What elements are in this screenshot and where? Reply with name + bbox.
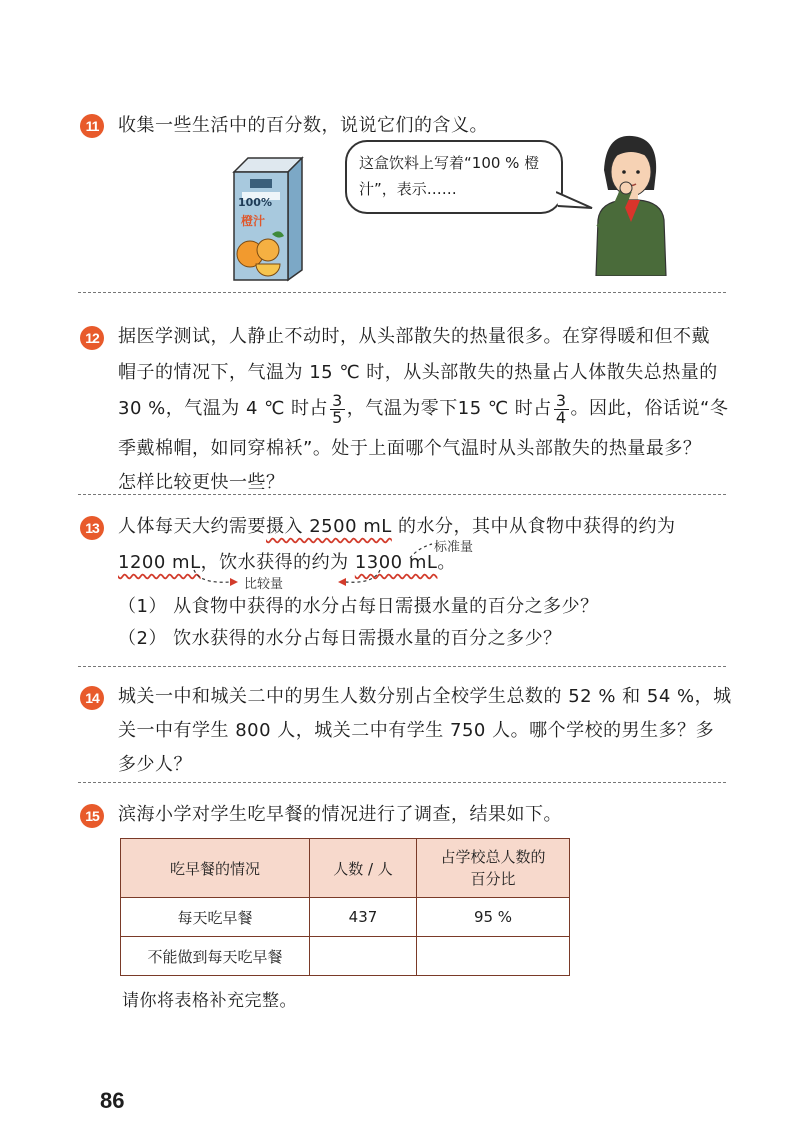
annotation-compare: 比较量 (244, 577, 284, 592)
q12-line-2: 帽子的情况下，气温为 15 ℃ 时，从头部散失的热量占人体散失总热量的 (118, 362, 718, 383)
divider-4 (78, 782, 726, 783)
annotation-arrows (180, 534, 440, 590)
q13-line-2-b: ，饮水获得的约为 (200, 552, 355, 573)
q11-text: 收集一些生活中的百分数，说说它们的含义。 (118, 115, 488, 136)
box-label-top: 100% (238, 196, 272, 209)
q13-line-1-a: 人体每天大约需要 (118, 516, 266, 537)
table-header-line-1: 占学校总人数的 (440, 848, 546, 866)
q13-sub-1: （1） 从食物中获得的水分占每日需摄水量的百分之多少？ (118, 596, 599, 617)
annotation-standard: 标准量 (434, 540, 474, 555)
breakfast-table (120, 838, 570, 976)
table-cell-blank[interactable] (417, 937, 570, 976)
q14-line-3: 多少人？ (118, 754, 192, 775)
speech-bubble: 这盒饮料上写着“100 % 橙汁”，表示…… (345, 140, 563, 214)
q12-line-4: 季戴棉帽，如同穿棉袄”。处于上面哪个气温时从头部散失的热量最多？ (118, 438, 702, 459)
box-label-bottom: 橙汁 (241, 214, 266, 228)
q15-text: 滨海小学对学生吃早餐的情况进行了调查，结果如下。 (118, 804, 562, 825)
fraction-2-denominator: 4 (555, 407, 567, 427)
q12-line-1: 据医学测试，人静止不动时，从头部散失的热量很多。在穿得暖和但不戴 (118, 326, 710, 347)
fraction-1-denominator: 5 (332, 407, 343, 427)
q12-line-3 (118, 392, 728, 426)
table-header-row (121, 839, 570, 898)
fraction-three-quarters (554, 390, 569, 427)
q13-food-amount: 1200 mL (118, 552, 201, 573)
q13-line-2-d: 。 (437, 552, 456, 573)
table-cell: 95 % (417, 898, 570, 937)
table-row (121, 937, 570, 976)
divider-1 (78, 292, 726, 293)
question-number-11: 11 (80, 114, 104, 138)
q13-sub-2: （2） 饮水获得的水分占每日需摄水量的百分之多少？ (118, 628, 562, 649)
table-header (417, 839, 570, 898)
page-number: 86 (100, 1088, 125, 1113)
girl-illustration (586, 130, 676, 276)
question-number-13: 13 (80, 516, 104, 540)
table-cell-blank[interactable] (310, 937, 417, 976)
table-cell: 每天吃早餐 (121, 898, 310, 937)
q13-standard-amount: 摄入 2500 mL (266, 516, 392, 537)
fraction-2-numerator: 3 (555, 390, 567, 410)
table-row (121, 898, 570, 937)
fraction-1-numerator: 3 (332, 390, 343, 410)
table-cell: 437 (310, 898, 417, 937)
q12-line-3-b: ，气温为零下15 ℃ 时占 (346, 398, 552, 419)
divider-2 (78, 494, 726, 495)
table-cell: 不能做到每天吃早餐 (121, 937, 310, 976)
q13-drink-amount: 1300 mL (354, 552, 438, 573)
table-header-line-2: 百分比 (470, 870, 516, 888)
divider-3 (78, 666, 726, 667)
question-number-12: 12 (80, 326, 104, 350)
q15-footer: 请你将表格补充完整。 (122, 991, 297, 1011)
question-number-15: 15 (80, 804, 104, 828)
question-number-14: 14 (80, 686, 104, 710)
q14-line-2: 关一中有学生 800 人，城关二中有学生 750 人。哪个学校的男生多？多 (118, 720, 715, 741)
table-header: 吃早餐的情况 (121, 839, 310, 898)
q13-line-1-c: 的水分，其中从食物中获得的约为 (391, 516, 676, 537)
q14-line-1: 城关一中和城关二中的男生人数分别占全校学生总数的 52 % 和 54 %，城 (118, 686, 732, 707)
q12-line-3-c: 。因此，俗话说“冬 (570, 398, 729, 419)
q12-line-3-a: 30 %，气温为 4 ℃ 时占 (118, 398, 329, 419)
fraction-three-fifths (330, 390, 345, 427)
q12-line-5: 怎样比较更快一些？ (118, 472, 285, 493)
table-header: 人数 / 人 (310, 839, 417, 898)
juice-box-illustration (228, 152, 308, 282)
